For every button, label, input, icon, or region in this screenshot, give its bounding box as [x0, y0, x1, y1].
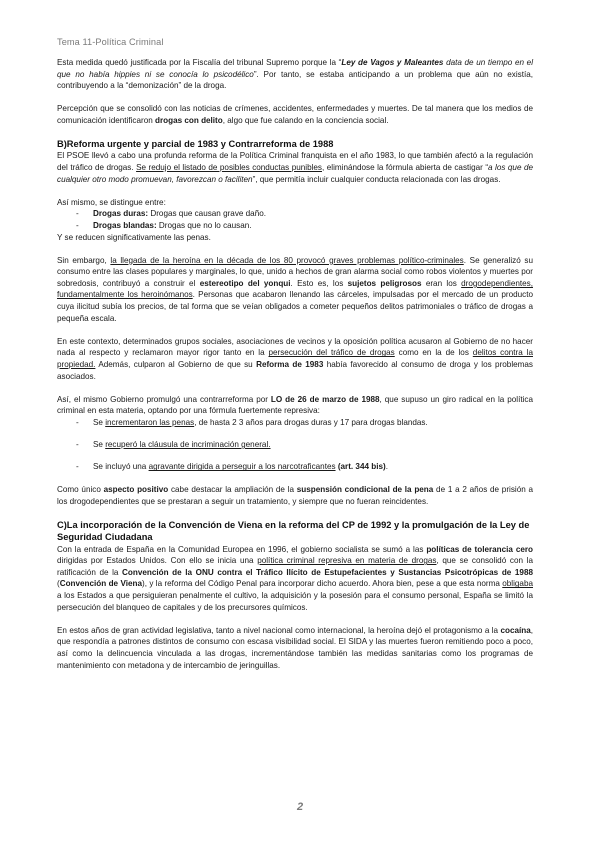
positive-aspect-paragraph: Como único aspecto positivo cabe destacar la ampliación de la suspensión condicional de la pena de 1 a 2 años de prisión a los drogodependientes que se prestaran a seguir un tratamiento, y siempre que no fueran reincidentes. [57, 485, 533, 506]
context-paragraph: En este contexto, determinados grupos sociales, asociaciones de vecinos y la oposición política acusaron al Gobierno de no hacer nada al respecto y reclamaron mayor rigor tanto en la persecución del tráfico de drogas como en la de los delitos contra la propiedad. Además, culparon al Gobierno de que su Reforma de 1983 había favorecido al consumo de droga y los problemas asociados. [57, 336, 533, 381]
perception-paragraph: Percepción que se consolidó con las noticias de crímenes, accidentes, enfermedades y muertes. De tal manera que los medios de comunicación identificaron drogas con delito, algo que fue calando en la conciencia social. [57, 104, 533, 125]
reduced-penalties-line: Y se reducen significativamente las penas. [57, 232, 211, 242]
running-header: Tema 11-Política Criminal [57, 37, 164, 47]
counter-reform-paragraph: Así, el mismo Gobierno promulgó una contrarreforma por LO de 26 de marzo de 1988, que supuso un giro radical en la política criminal en esta materia, optando por una fórmula fuertemente represiva: [57, 394, 533, 416]
list-item: - Drogas blandas: Drogas que no lo causan. [76, 220, 533, 232]
document-body [57, 57, 533, 671]
page-number: 2 [296, 801, 304, 813]
cocaine-paragraph: En estos años de gran actividad legislativa, tanto a nivel nacional como internacional, la heroína dejó el protagonismo a la cocaína, que respondía a patrones distintos de consumo con escasa visibilidad social. El SIDA y las muertes fueron remitiendo poco a poco, así como la delincuencia vinculada a las drogas, incrementándose también las medidas sanitarias como los programas de mantenimiento con metadona y de intercambio de jeringuillas. [57, 625, 533, 670]
list-item: - Drogas duras: Drogas que causan grave daño. [76, 208, 533, 220]
list-item: - Se incrementaron las penas, de hasta 2 3 años para drogas duras y 17 para drogas blandas. [76, 417, 533, 429]
section-c-heading: C)La incorporación de la Convención de Viena en la reforma del CP de 1992 y la promulgación de la Ley de Seguridad Ciudadana [57, 520, 530, 543]
list-item: - Se incluyó una agravante dirigida a perseguir a los narcotraficantes (art. 344 bis). [76, 461, 533, 473]
vienna-convention-paragraph: Con la entrada de España en la Comunidad Europea en 1996, el gobierno socialista se sumó a las políticas de tolerancia cero dirigidas por Estados Unidos. Con ello se inicia una política criminal represiva en materia de drogas, que se consolidó con la ratificación de la Convención de la ONU contra el Tráfico Ilícito de Estupefacientes y Sustancias Psicotrópicas de 1988 (Convención de Viena), y la reforma del Código Penal para incorporar dicho acuerdo. Ahora bien, pese a que esta norma obligaba a los Estados a que persiguieran penalmente el cultivo, la adquisición y la posesión para el consumo personal, España se limitó la persecución del blanqueo de capitales y de los precursores químicos. [57, 544, 534, 612]
law-name: Ley de Vagos y Maleantes [341, 58, 444, 67]
heroin-paragraph: Sin embargo, la llegada de la heroína en la década de los 80 provocó graves problemas político-criminales. Se generalizó su consumo entre las clases populares y marginales, lo que, unido a hechos de gran alarma social como robos violentos y muertes por sobredosis, contribuyó a construir el estereotipo del yonqui. Esto es, los sujetos peligrosos eran los drogodependientes, fundamentalmente los heroinómanos. Personas que acabaron llenando las cárceles, impulsadas por el mercado de un producto cuya ilicitud subía los precios, de tal forma que se veían obligados a cometer pequeños delitos patrimoniales o tráfico de drogas a pequeña escala. [57, 255, 533, 323]
counter-reform-measures-list [57, 417, 533, 473]
quoted-text: data de un tiempo en el que no había hippies ni se conocía lo psicodélico [57, 58, 533, 79]
drug-types-list [57, 208, 533, 231]
distinguish-line: Así mismo, se distingue entre: [57, 197, 166, 207]
reform-1983-paragraph: El PSOE llevó a cabo una profunda reforma de la Política Criminal franquista en el año 1983, lo que también afectó a la regulación del tráfico de drogas. Se redujo el listado de posibles conductas punibles, eliminándose la fórmula abierta de castigar “a los que de cualquier otro modo promuevan, favorezcan o faciliten”, que permitía incluir cualquier conducta relacionada con las drogas. [57, 151, 534, 184]
section-b-heading: B)Reforma urgente y parcial de 1983 y Contrarreforma de 1988 [57, 139, 334, 150]
intro-paragraph: Esta medida quedó justificada por la Fiscalía del tribunal Supremo porque la “Ley de Vagos y Maleantes data de un tiempo en el que no había hippies ni se conocía lo psicodélico”. Por tanto, se estaba anticipando a un problema que aún no existía, contribuyendo a la “demonización” de la droga. [57, 58, 533, 91]
list-item: - Se recuperó la cláusula de incriminación general. [76, 439, 533, 451]
